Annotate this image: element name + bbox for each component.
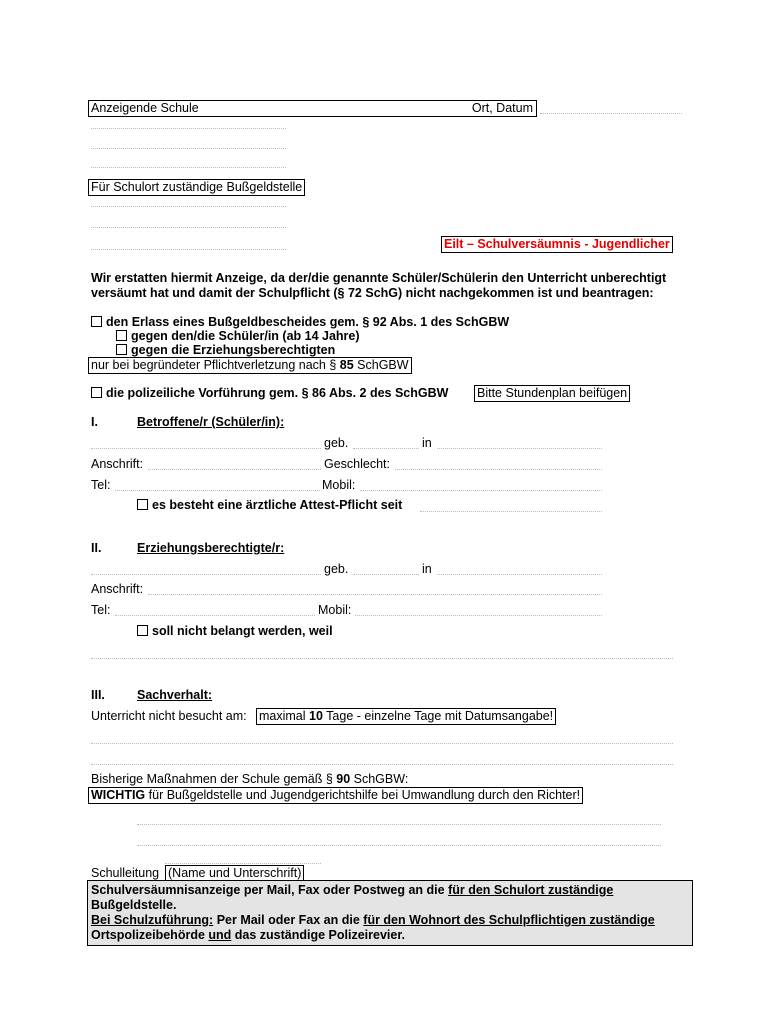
measures-line-1[interactable]	[137, 824, 661, 825]
guardian-in-label: in	[422, 562, 432, 576]
student-birthplace-line[interactable]	[437, 448, 602, 449]
footer-line-4: Ortspolizeibehörde und das zuständige Polizeirevier.	[91, 928, 405, 942]
signature-line[interactable]	[165, 863, 321, 864]
guardian-birthdate-line[interactable]	[353, 574, 419, 575]
section-3-number: III.	[91, 688, 105, 702]
footer-line-2: Bußgeldstelle.	[91, 898, 177, 912]
missed-hint: maximal 10 Tage - einzelne Tage mit Datumsangabe!	[256, 708, 556, 725]
schedule-note: Bitte Stundenplan beifügen	[474, 385, 630, 402]
student-mobile-label: Mobil:	[322, 478, 356, 492]
guardian-tel-label: Tel:	[91, 603, 111, 617]
option-student-label: gegen den/die Schüler/in (ab 14 Jahre)	[131, 329, 360, 343]
student-tel-label: Tel:	[91, 478, 111, 492]
option-police	[91, 386, 448, 400]
guardian-mobile-line[interactable]	[355, 615, 602, 616]
signature-hint: (Name und Unterschrift)	[165, 865, 304, 882]
guardian-address-label: Anschrift:	[91, 582, 144, 596]
fine-checkbox[interactable]	[91, 316, 102, 327]
student-address-line[interactable]	[148, 469, 321, 470]
section-2-number: II.	[91, 541, 102, 555]
school-line-1[interactable]	[91, 128, 286, 129]
student-birthdate-line[interactable]	[353, 448, 419, 449]
measures-label: Bisherige Maßnahmen der Schule gemäß § 90 SchGBW:	[91, 772, 409, 786]
school-line-3[interactable]	[91, 167, 286, 168]
missed-label: Unterricht nicht besucht am:	[91, 709, 247, 723]
authority-line-1[interactable]	[91, 206, 286, 207]
option-guardian-label: gegen die Erziehungsberechtigten	[131, 343, 336, 357]
signature-label: Schulleitung	[91, 866, 160, 880]
guardian-born-label: geb.	[324, 562, 349, 576]
guardian-name-line[interactable]	[91, 574, 321, 575]
option-guardian	[116, 343, 335, 357]
school-line-2[interactable]	[91, 148, 286, 149]
guardian-checkbox[interactable]	[116, 344, 127, 355]
intro-text: Wir erstatten hiermit Anzeige, da der/die genannte Schüler/Schülerin den Unterricht unberechtigt versäumt hat und damit der Schulpflicht (§ 72 SchG) nicht nachgekommen ist und beantragen:	[91, 271, 667, 300]
important-note: WICHTIG für Bußgeldstelle und Jugendgerichtshilfe bei Umwandlung durch den Richter!	[88, 787, 583, 804]
violation-note: nur bei begründeter Pflichtverletzung nach § 85 SchGBW	[88, 357, 412, 374]
guardian-mobile-label: Mobil:	[318, 603, 352, 617]
option-student	[116, 329, 360, 343]
attest-option	[137, 498, 402, 512]
option-fine	[91, 315, 509, 329]
section-1-title: Betroffene/r (Schüler/in):	[137, 415, 285, 429]
student-mobile-line[interactable]	[360, 490, 602, 491]
police-checkbox[interactable]	[91, 387, 102, 398]
footer-line-1: Schulversäumnisanzeige per Mail, Fax oder Postweg an die für den Schulort zuständige	[91, 883, 614, 897]
not-charged-reason-line[interactable]	[91, 658, 673, 659]
place-date-line[interactable]	[540, 113, 682, 114]
measures-line-2[interactable]	[137, 845, 661, 846]
attest-checkbox[interactable]	[137, 499, 148, 510]
guardian-address-line[interactable]	[148, 594, 602, 595]
authority-label: Für Schulort zuständige Bußgeldstelle	[88, 179, 305, 196]
missed-line-1[interactable]	[91, 743, 673, 744]
authority-line-3[interactable]	[91, 249, 286, 250]
student-address-label: Anschrift:	[91, 457, 144, 471]
attest-label: es besteht eine ärztliche Attest-Pflicht seit	[152, 498, 403, 512]
missed-line-2[interactable]	[91, 764, 673, 765]
option-police-label: die polizeiliche Vorführung gem. § 86 Abs. 2 des SchGBW	[106, 386, 449, 400]
section-2-title: Erziehungsberechtigte/r:	[137, 541, 285, 555]
option-fine-label: den Erlass eines Bußgeldbescheides gem. § 92 Abs. 1 des SchGBW	[106, 315, 510, 329]
student-in-label: in	[422, 436, 432, 450]
not-charged-label: soll nicht belangt werden, weil	[152, 624, 333, 638]
student-checkbox[interactable]	[116, 330, 127, 341]
student-name-line[interactable]	[91, 448, 321, 449]
authority-line-2[interactable]	[91, 227, 286, 228]
school-label: Anzeigende Schule	[91, 101, 199, 115]
footer-line-3: Bei Schulzuführung: Per Mail oder Fax an die für den Wohnort des Schulpflichtigen zuständige	[91, 913, 655, 927]
submission-instructions	[87, 880, 693, 946]
guardian-tel-line[interactable]	[115, 615, 315, 616]
guardian-birthplace-line[interactable]	[437, 574, 602, 575]
student-born-label: geb.	[324, 436, 349, 450]
attest-date-line[interactable]	[420, 511, 602, 512]
section-1-number: I.	[91, 415, 98, 429]
student-gender-line[interactable]	[395, 469, 602, 470]
school-field[interactable]	[88, 100, 537, 117]
place-date-label: Ort, Datum	[471, 101, 533, 115]
urgent-notice: Eilt – Schulversäumnis - Jugendlicher	[441, 236, 673, 253]
not-charged-checkbox[interactable]	[137, 625, 148, 636]
student-gender-label: Geschlecht:	[324, 457, 391, 471]
student-tel-line[interactable]	[115, 490, 320, 491]
not-charged-option	[137, 624, 333, 638]
section-3-title: Sachverhalt:	[137, 688, 213, 702]
